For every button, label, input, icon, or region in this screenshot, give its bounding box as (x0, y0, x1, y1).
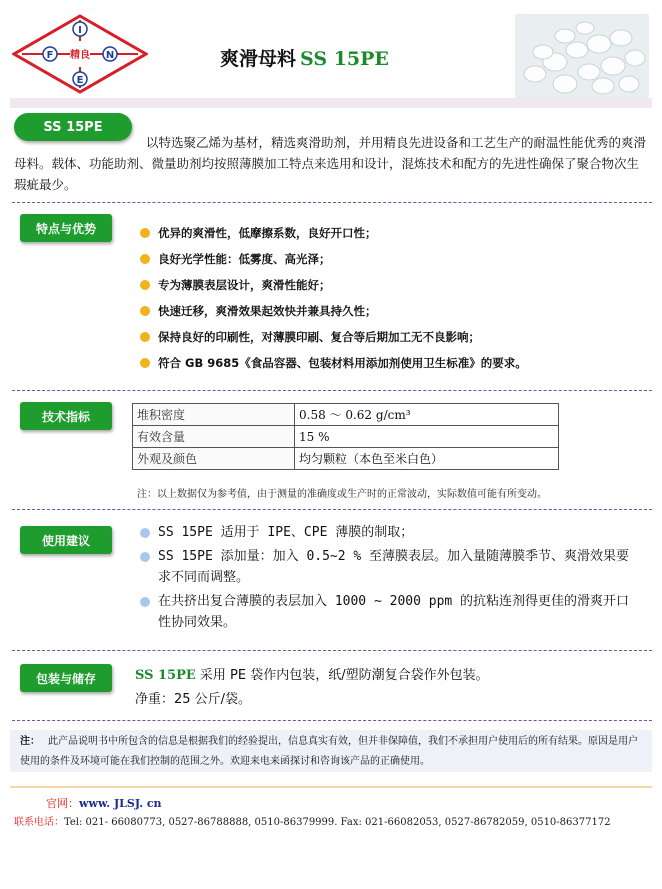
logo-letter-i: I (78, 25, 82, 36)
header-band (10, 98, 652, 108)
disclaimer-label: 注： (20, 736, 40, 747)
section-divider (12, 650, 652, 651)
bullet-dot-icon (140, 597, 150, 607)
disclaimer (10, 730, 652, 772)
header (0, 0, 662, 100)
bullet-dot-icon (140, 280, 150, 290)
bullet-dot-icon (140, 254, 150, 264)
bullet-dot-icon (140, 228, 150, 238)
packaging-line-2: 净重：25 公斤/袋。 (135, 692, 252, 707)
features-list (140, 220, 527, 376)
list-item: 优异的爽滑性，低摩擦系数，良好开口性； (140, 220, 527, 246)
spec-value: 15 % (295, 426, 559, 448)
logo-letter-n: N (105, 50, 115, 61)
website-label: 官网： (46, 797, 79, 810)
list-item: 良好光学性能：低雾度、高光泽； (140, 246, 527, 272)
bullet-dot-icon (140, 358, 150, 368)
logo-letter-e: E (76, 75, 84, 86)
phone-numbers: Tel: 021- 66080773, 0527-86788888, 0510-86379999. Fax: 021-66082053, 0527-86782059, 0510-86377172 (64, 817, 611, 828)
spec-note: 注：以上数据仅为参考值，由于测量的准确度或生产时的正常波动，实际数值可能有所变动。 (137, 489, 547, 500)
logo-center-text: 精良 (70, 50, 90, 61)
specs-tag: 技术指标 (20, 402, 112, 430)
phone-line (14, 813, 611, 828)
table-row (133, 448, 559, 470)
features-tag: 特点与优势 (20, 214, 112, 242)
section-divider (12, 509, 652, 510)
packaging-text (135, 664, 489, 712)
usage-tag: 使用建议 (20, 526, 112, 554)
intro-paragraph: 以特选聚乙烯为基材，精选爽滑助剂，并用精良先进设备和工艺生产的耐温性能优秀的爽滑母料。载体、功能助剂、微量助剂均按照薄膜加工特点来选用和设计，混炼技术和配方的先进性确保了聚合物次生瑕疵最少。 (14, 135, 647, 192)
company-logo (12, 14, 148, 94)
logo-letter-f: F (46, 50, 54, 61)
website-link[interactable]: www. JLSJ. cn (79, 797, 162, 810)
title-code: SS 15PE (300, 48, 389, 70)
spec-key: 堆积密度 (133, 404, 295, 426)
document-title (220, 44, 389, 71)
list-item: 专为薄膜表层设计，爽滑性能好； (140, 272, 527, 298)
list-item: 在共挤出复合薄膜的表层加入 1000 ~ 2000 ppm 的抗粘连剂得更佳的滑爽开口性协同效果。 (140, 591, 640, 633)
spec-key: 外观及颜色 (133, 448, 295, 470)
section-divider (12, 390, 652, 391)
list-item: 快速迁移，爽滑效果起效快并兼具持久性； (140, 298, 527, 324)
list-item: 保持良好的印刷性，对薄膜印刷、复合等后期加工无不良影响； (140, 324, 527, 350)
spec-table (132, 403, 559, 470)
website-line (46, 795, 162, 811)
list-item: SS 15PE 适用于 IPE、CPE 薄膜的制取； (140, 522, 640, 543)
bullet-dot-icon (140, 552, 150, 562)
table-row (133, 426, 559, 448)
footer-rule (10, 786, 652, 788)
section-divider (12, 202, 652, 203)
packaging-line-1: SS 15PE 采用 PE 袋作内包装，纸/塑防潮复合袋作外包装。 (135, 668, 489, 683)
list-item: SS 15PE 添加量：加入 0.5~2 % 至薄膜表层。加入量随薄膜季节、爽滑效果要求不同而调整。 (140, 546, 640, 588)
bullet-dot-icon (140, 306, 150, 316)
bullet-dot-icon (140, 332, 150, 342)
title-cn: 爽滑母料 (220, 48, 297, 70)
spec-key: 有效含量 (133, 426, 295, 448)
bullet-dot-icon (140, 528, 150, 538)
table-row (133, 404, 559, 426)
disclaimer-text: 此产品说明书中所包含的信息是根据我们的经验提出，信息真实有效，但并非保障值，我们不承担用户使用后的所有结果。原因是用户使用的条件及环境可能在我们控制的范围之外。欢迎来电来函探讨和咨询该产品的正确使用。 (20, 736, 638, 767)
usage-list (140, 522, 640, 636)
spec-value: 均匀颗粒（本色至米白色） (295, 448, 559, 470)
spec-value: 0.58 ～ 0.62 g/cm³ (295, 404, 559, 426)
list-item: 符合 GB 9685《食品容器、包装材料用添加剂使用卫生标准》的要求。 (140, 350, 527, 376)
product-code-tag: SS 15PE (14, 113, 132, 141)
section-divider (12, 720, 652, 721)
packaging-tag: 包装与储存 (20, 664, 112, 692)
product-photo (515, 14, 649, 98)
phone-label: 联系电话： (14, 817, 64, 828)
